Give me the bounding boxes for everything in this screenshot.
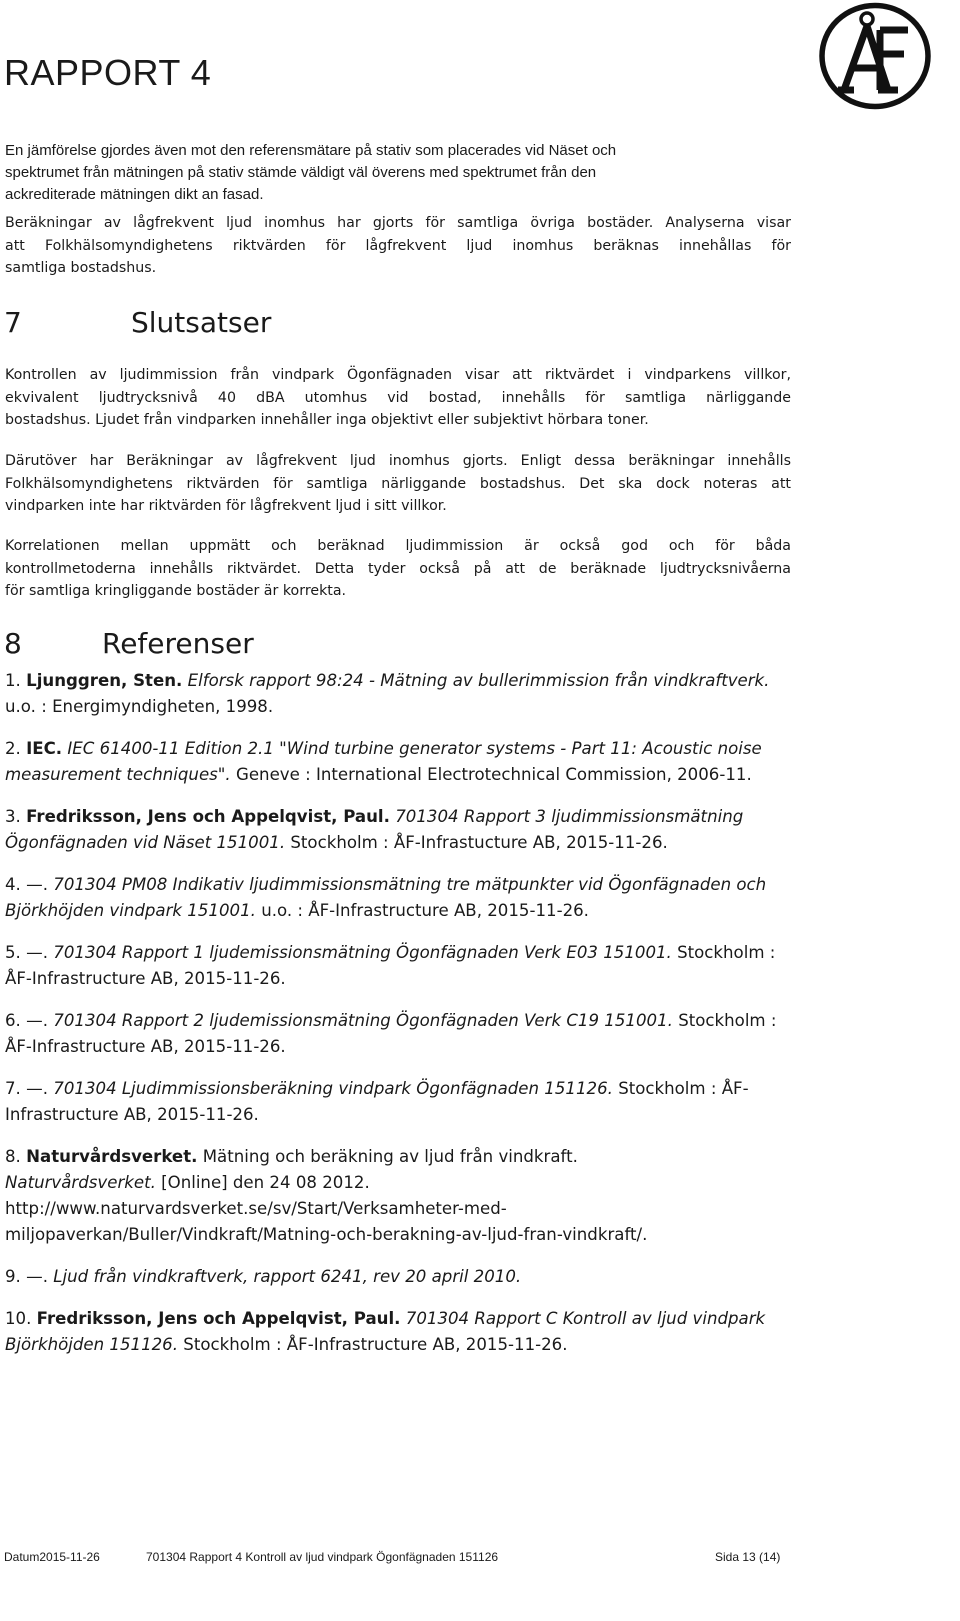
reference-title: 701304 PM08 Indikativ ljudimmissionsmätning tre mätpunkter vid Ögonfägnaden och Björkhöjden vindpark 151001. [5, 875, 767, 920]
section-heading-referenser [4, 627, 254, 660]
reference-publisher: Stockholm : ÅF-Infrastructure AB, 2015-11-26. [5, 1079, 749, 1124]
conclusion-paragraph-1 [5, 364, 791, 432]
reference-number: 3. [5, 807, 21, 826]
reference-title: 701304 Rapport C Kontroll av ljud vindpark Björkhöjden 151126. [5, 1309, 766, 1354]
text-line: Korrelationen mellan uppmätt och beräknad ljudimmission är också god och för båda [5, 538, 791, 554]
reference-item [5, 668, 805, 720]
text-line: Därutöver har Beräkningar av lågfrekvent ljud inomhus gjorts. Enligt dessa beräkningar innehålls [5, 453, 791, 469]
conclusion-paragraph-2 [5, 450, 791, 518]
reference-title: 701304 Ljudimmissionsberäkning vindpark Ögonfägnaden 151126. [53, 1079, 613, 1098]
reference-item [5, 940, 805, 992]
reference-date: [Online] den 24 08 2012. [161, 1173, 370, 1192]
reference-number: 2. [5, 739, 21, 758]
reference-number: 4. [5, 875, 21, 894]
reference-item [5, 872, 805, 924]
section-title: Slutsatser [131, 306, 272, 339]
reference-title: Ljud från vindkraftverk, rapport 6241, rev 20 april 2010. [53, 1267, 522, 1286]
intro-paragraph-2 [5, 212, 791, 280]
text-line: kontrollmetoderna innehålls riktvärdet. Detta tyder också på att de beräknade ljudtrycksnivåerna [5, 560, 791, 577]
reference-item [5, 1306, 805, 1358]
footer-page-number: Sida 13 (14) [715, 1550, 781, 1564]
text-line: att Folkhälsomyndighetens riktvärden för lågfrekvent ljud inomhus beräknas innehållas för [5, 237, 791, 254]
reference-item [5, 1076, 805, 1128]
reference-number: 7. [5, 1079, 21, 1098]
intro-paragraph-1 [5, 140, 788, 206]
text-line: ekvivalent ljudtrycksnivå 40 dBA utomhus vid bostad, innehålls för samtliga närliggande [5, 389, 791, 406]
reference-number: 8. [5, 1147, 21, 1166]
reference-number: 10. [5, 1309, 32, 1328]
text-line: samtliga bostadshus. [5, 260, 157, 276]
af-logo-icon [818, 2, 932, 110]
reference-author: Fredriksson, Jens och Appelqvist, Paul. [26, 807, 390, 826]
reference-item [5, 736, 805, 788]
reference-publisher: Geneve : International Electrotechnical Commission, 2006-11. [235, 765, 752, 784]
text-line: bostadshus. Ljudet från vindparken innehåller inga objektivt eller subjektivt hörbara toner. [5, 412, 649, 428]
text-line: vindparken inte har riktvärden för lågfrekvent ljud i sitt villkor. [5, 498, 447, 514]
reference-publisher: Naturvårdsverket. [5, 1173, 156, 1192]
text-line: spektrumet från mätningen på stativ stämde väldigt väl överens med spektrumet från den [5, 164, 597, 181]
reference-author: Naturvårdsverket. [26, 1147, 198, 1166]
reference-author: —. [26, 1267, 48, 1286]
text-line: ackrediterade mätningen dikt an fasad. [5, 186, 264, 203]
text-line: för samtliga kringliggande bostäder är korrekta. [5, 583, 347, 599]
reference-number: 9. [5, 1267, 21, 1286]
reference-author: —. [26, 875, 48, 894]
reference-author: —. [26, 1011, 48, 1030]
reference-url[interactable]: http://www.naturvardsverket.se/sv/Start/Verksamheter-med- [5, 1199, 507, 1218]
reference-author: IEC. [26, 739, 63, 758]
reference-publisher: Stockholm : ÅF-Infrastucture AB, 2015-11-26. [290, 833, 668, 852]
conclusion-paragraph-3 [5, 535, 791, 603]
text-line: Kontrollen av ljudimmission från vindpark Ögonfägnaden visar att riktvärdet i vindparkens villkor, [5, 367, 791, 383]
text-line: Beräkningar av lågfrekvent ljud inomhus har gjorts för samtliga övriga bostäder. Analyserna visar [5, 215, 791, 231]
footer-date: Datum2015-11-26 [4, 1550, 100, 1564]
reference-list [5, 668, 805, 1374]
text-line: En jämförelse gjordes även mot den referensmätare på stativ som placerades vid Näset och [5, 142, 617, 159]
report-title: RAPPORT 4 [4, 52, 212, 93]
reference-item [5, 1008, 805, 1060]
reference-item [5, 1264, 805, 1290]
section-number: 7 [4, 306, 22, 339]
reference-number: 6. [5, 1011, 21, 1030]
reference-title: IEC 61400-11 Edition 2.1 "Wind turbine generator systems - Part 11: Acoustic noise measurement techniques". [5, 739, 762, 784]
text-line: Folkhälsomyndighetens riktvärden för samtliga närliggande bostadshus. Det ska dock noteras att [5, 475, 791, 492]
reference-publisher: u.o. : Energimyndigheten, 1998. [5, 697, 274, 716]
reference-number: 1. [5, 671, 21, 690]
reference-publisher: Stockholm : ÅF-Infrastructure AB, 2015-11-26. [5, 943, 776, 988]
section-heading-slutsatser [4, 306, 271, 339]
section-title: Referenser [102, 627, 254, 660]
reference-author: —. [26, 943, 48, 962]
reference-url[interactable]: miljopaverkan/Buller/Vindkraft/Matning-och-berakning-av-ljud-fran-vindkraft/. [5, 1225, 648, 1244]
reference-title: 701304 Rapport 1 ljudemissionsmätning Ögonfägnaden Verk E03 151001. [53, 943, 672, 962]
reference-author: Ljunggren, Sten. [26, 671, 183, 690]
reference-title: 701304 Rapport 2 ljudemissionsmätning Ögonfägnaden Verk C19 151001. [53, 1011, 673, 1030]
reference-title: Elforsk rapport 98:24 - Mätning av bullerimmission från vindkraftverk. [187, 671, 770, 690]
reference-item [5, 1144, 805, 1248]
reference-item [5, 804, 805, 856]
reference-number: 5. [5, 943, 21, 962]
reference-author: —. [26, 1079, 48, 1098]
reference-publisher: Stockholm : ÅF-Infrastructure AB, 2015-11-26. [5, 1011, 777, 1056]
reference-title: 701304 Rapport 3 ljudimmissionsmätning Ögonfägnaden vid Näset 151001. [5, 807, 744, 852]
reference-publisher: Stockholm : ÅF-Infrastructure AB, 2015-11-26. [183, 1335, 568, 1354]
reference-author: Fredriksson, Jens och Appelqvist, Paul. [36, 1309, 401, 1328]
footer-document-name: 701304 Rapport 4 Kontroll av ljud vindpark Ögonfägnaden 151126 [146, 1550, 499, 1564]
section-number: 8 [4, 627, 22, 660]
reference-title: Mätning och beräkning av ljud från vindkraft. [202, 1147, 578, 1166]
reference-publisher: u.o. : ÅF-Infrastructure AB, 2015-11-26. [261, 901, 589, 920]
